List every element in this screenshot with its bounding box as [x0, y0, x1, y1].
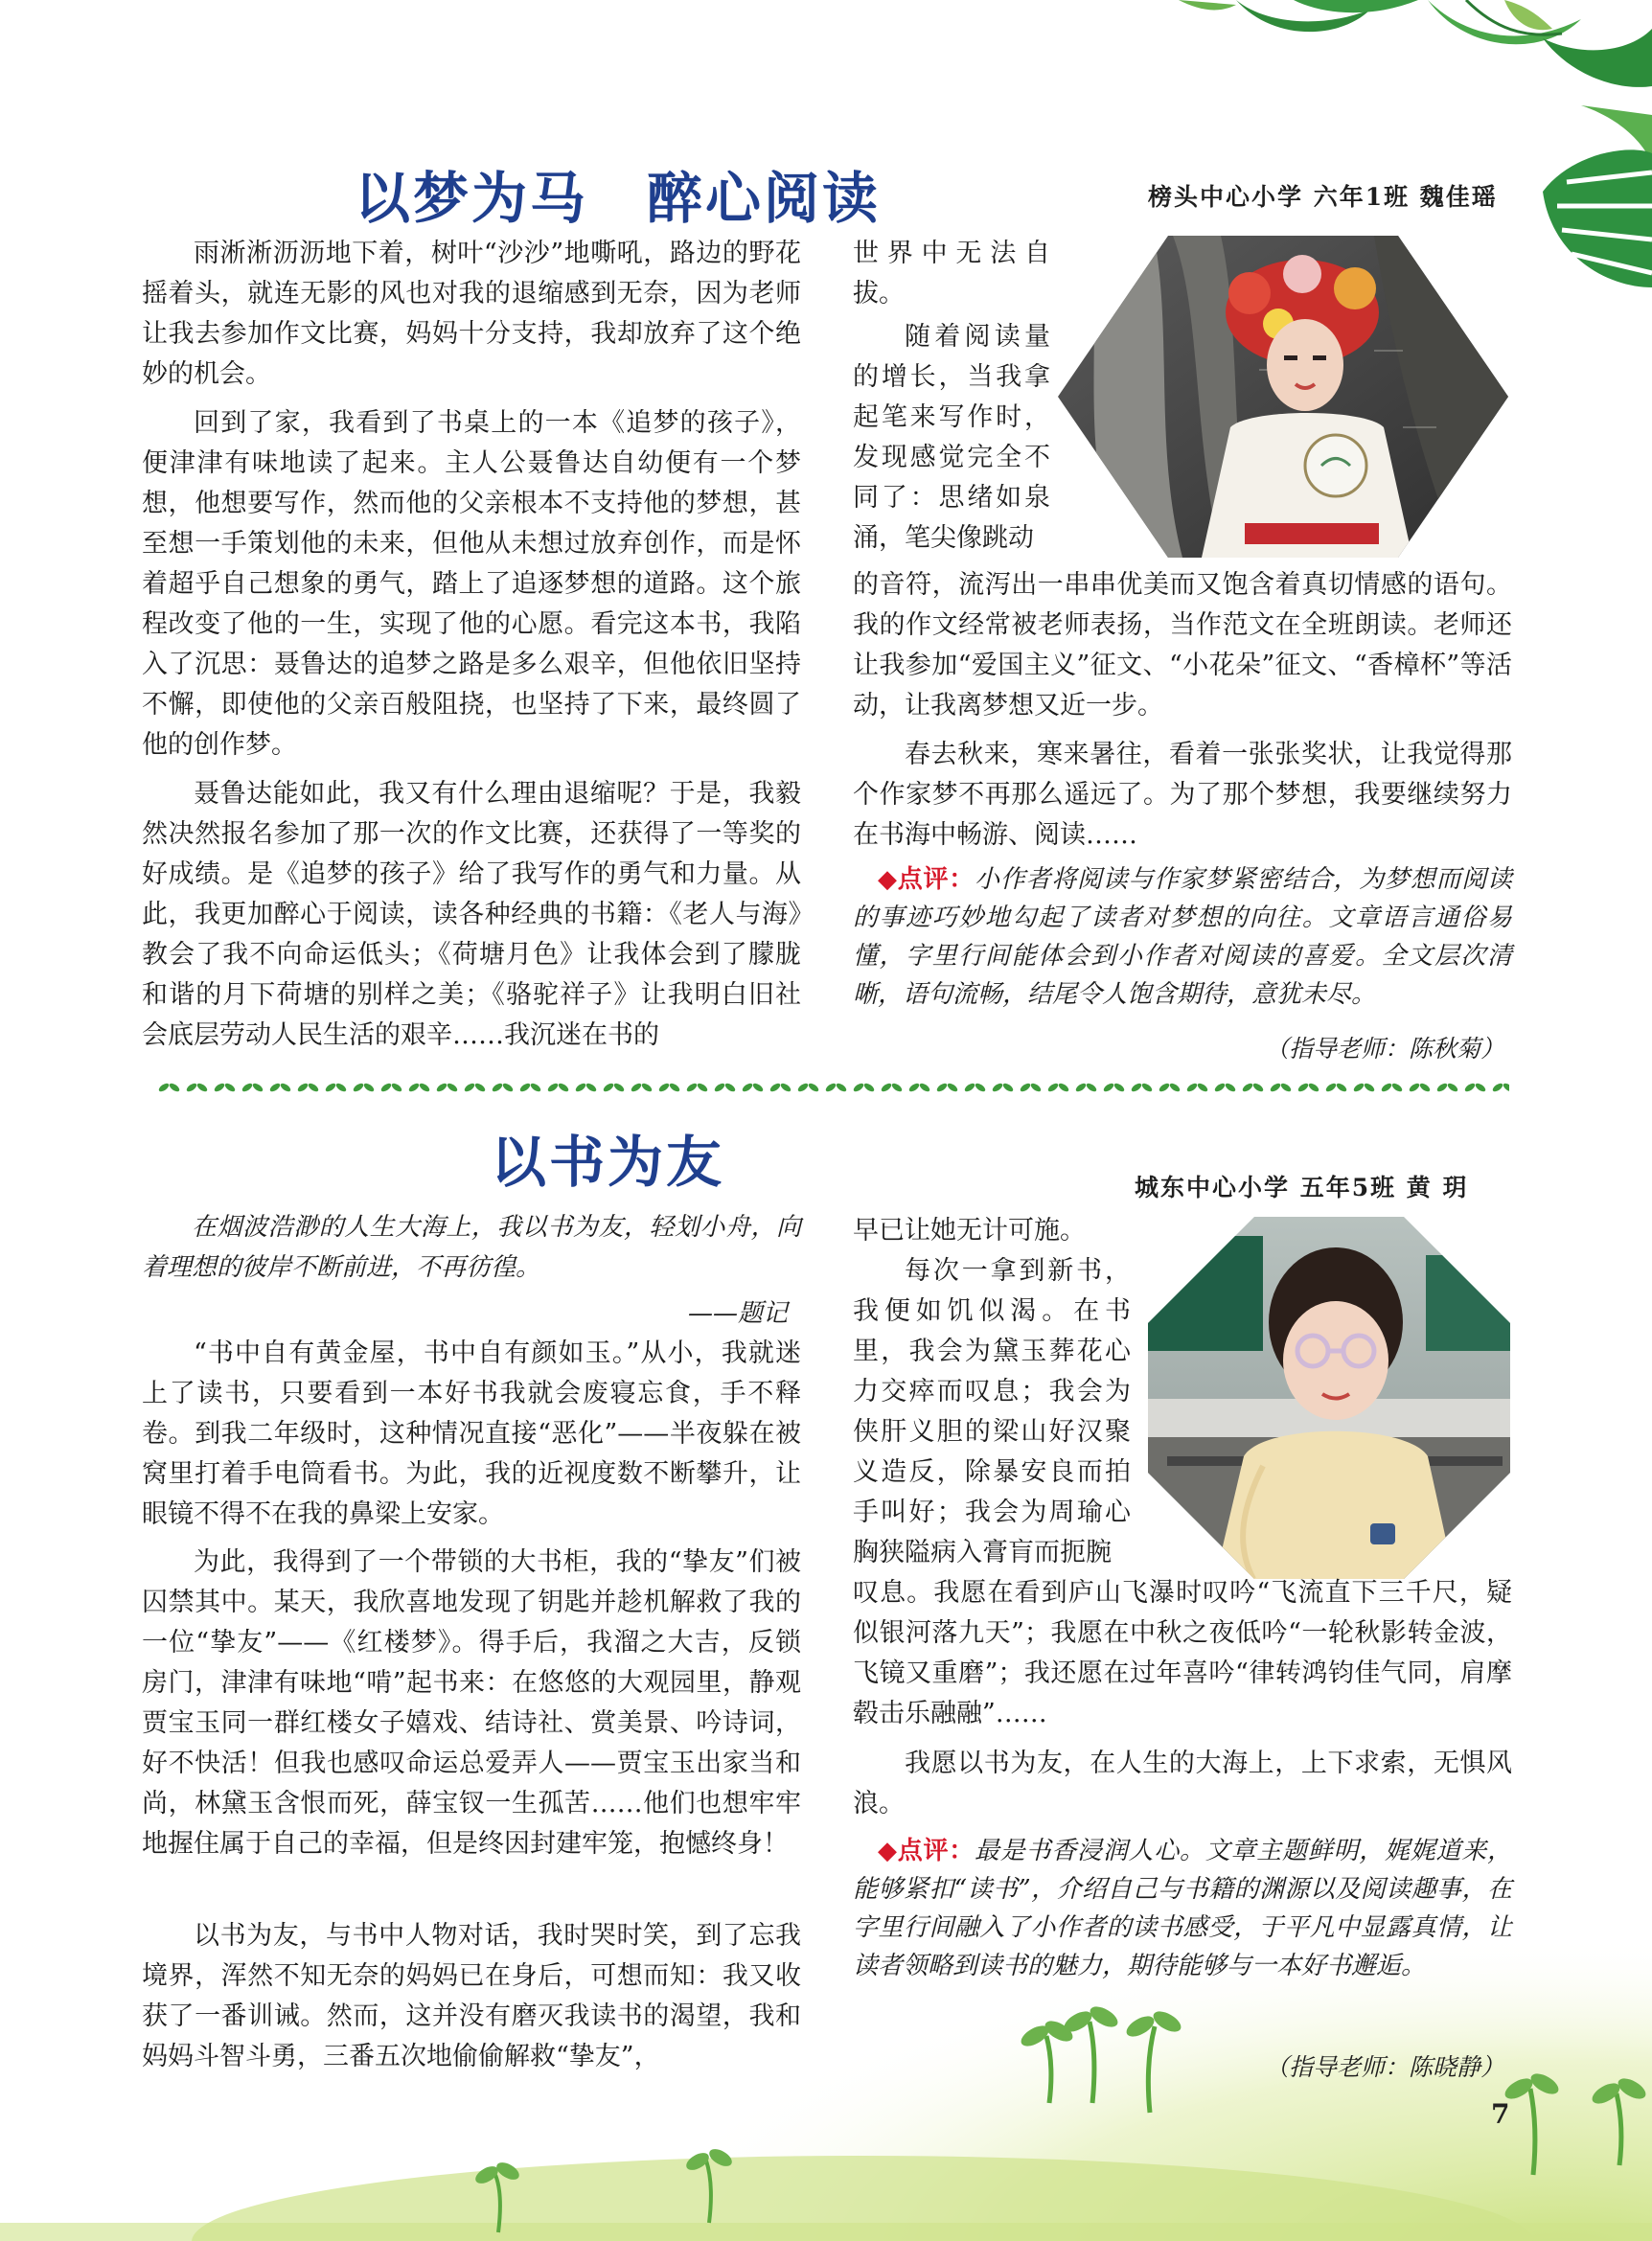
divider-leaf-mark	[1279, 1082, 1292, 1093]
article2-epigraph-attrib: ——题记	[688, 1299, 789, 1328]
section-divider	[158, 1079, 1509, 1096]
student-photo-octagon	[1148, 1217, 1510, 1579]
article1-paragraph: 春去秋来，寒来暑往，看着一张张奖状，让我觉得那个作家梦不再那么遥远了。为了那个梦想，我要继续努力在书海中畅游、阅读……	[853, 740, 1512, 850]
divider-leaf-mark	[1446, 1082, 1458, 1093]
divider-leaf-mark	[602, 1082, 614, 1093]
divider-leaf-mark	[1324, 1082, 1337, 1093]
divider-leaf-mark	[473, 1082, 486, 1093]
article1-comment	[853, 860, 1512, 1014]
comment-text: 最是书香浸润人心。文章主题鲜明，娓娓道来，能够紧扣“读书”，介绍自己与书籍的渊源以及阅读趣事，在字里行间融入了小作者的读书感受，于平凡中显露真情，让读者领略到读书的魅力，期待能够与一本好书邂逅。	[853, 1837, 1512, 1980]
divider-leaf-mark	[880, 1082, 892, 1093]
article1-byline: 榜头中心小学 六年1班 魏佳瑶	[1148, 183, 1498, 211]
divider-leaf-mark	[991, 1082, 1003, 1093]
divider-leaf-mark	[362, 1082, 375, 1093]
divider-leaf-mark	[657, 1082, 670, 1093]
divider-leaf-mark	[1296, 1082, 1309, 1093]
divider-leaf-mark	[1269, 1082, 1281, 1093]
article2-byline: 城东中心小学 五年5班 黄 玥	[1135, 1174, 1469, 1201]
divider-leaf-mark	[158, 1082, 171, 1093]
divider-leaf-mark	[195, 1082, 208, 1093]
student-photo-hexagon	[1058, 236, 1508, 558]
divider-leaf-mark	[1251, 1082, 1264, 1093]
divider-leaf-mark	[585, 1082, 597, 1093]
divider-leaf-mark	[1168, 1082, 1181, 1093]
divider-leaf-mark	[1241, 1082, 1253, 1093]
divider-leaf-mark	[418, 1082, 430, 1093]
divider-leaf-mark	[769, 1082, 781, 1093]
divider-leaf-mark	[1102, 1082, 1114, 1093]
divider-leaf-mark	[1213, 1082, 1226, 1093]
divider-leaf-mark	[1158, 1082, 1170, 1093]
divider-leaf-mark	[407, 1082, 420, 1093]
article1-paragraph: 雨淅淅沥沥地下着，树叶“沙沙”地嘶吼，路边的野花摇着头，就连无影的风也对我的退缩感到无奈，因为老师让我去参加作文比赛，妈妈十分支持，我却放弃了这个绝妙的机会。	[142, 239, 801, 389]
comment-label: ◆点评：	[878, 1837, 975, 1865]
divider-leaf-mark	[1113, 1082, 1125, 1093]
divider-leaf-mark	[241, 1082, 253, 1093]
page-number: 7	[1491, 2098, 1510, 2130]
divider-leaf-mark	[935, 1082, 948, 1093]
divider-leaf-mark	[334, 1082, 347, 1093]
divider-leaf-mark	[390, 1082, 402, 1093]
divider-leaf-mark	[741, 1082, 753, 1093]
article1-paragraph: 的音符，流泻出一串串优美而又饱含着真切情感的语句。我的作文经常被老师表扬，当作范文在全班朗读。老师还让我参加“爱国主义”征文、“小花朵”征文、“香樟杯”等活动，让我离梦想又近一步。	[853, 570, 1512, 720]
divider-leaf-mark	[974, 1082, 986, 1093]
divider-leaf-mark	[1046, 1082, 1059, 1093]
divider-leaf-mark	[352, 1082, 364, 1093]
article2-guide-teacher: （指导老师：陈晓静）	[1265, 2053, 1505, 2081]
divider-leaf-mark	[279, 1082, 291, 1093]
divider-leaf-mark	[723, 1082, 736, 1093]
divider-leaf-mark	[251, 1082, 264, 1093]
divider-leaf-mark	[446, 1082, 458, 1093]
divider-leaf-mark	[185, 1082, 197, 1093]
divider-leaf-mark	[574, 1082, 586, 1093]
article2-paragraph: 早已让她无计可施。	[853, 1216, 1086, 1246]
divider-leaf-mark	[307, 1082, 319, 1093]
divider-leaf-mark	[1408, 1082, 1420, 1093]
divider-leaf-mark	[1502, 1082, 1509, 1093]
divider-leaf-mark	[223, 1082, 236, 1093]
divider-leaf-mark	[918, 1082, 930, 1093]
divider-leaf-mark	[324, 1082, 336, 1093]
article2-comment	[853, 1832, 1512, 1985]
article2-epigraph: 在烟波浩渺的人生大海上，我以书为友，轻划小舟，向着理想的彼岸不断前进，不再彷徨。	[142, 1213, 801, 1282]
divider-leaf-mark	[1029, 1082, 1042, 1093]
divider-leaf-mark	[491, 1082, 503, 1093]
divider-leaf-mark	[668, 1082, 680, 1093]
divider-leaf-mark	[1335, 1082, 1347, 1093]
divider-leaf-mark	[379, 1082, 392, 1093]
article2-paragraph: 我愿以书为友，在人生的大海上，上下求索，无惧风浪。	[853, 1749, 1512, 1818]
divider-leaf-mark	[1074, 1082, 1087, 1093]
divider-leaf-mark	[213, 1082, 225, 1093]
divider-leaf-mark	[946, 1082, 958, 1093]
divider-leaf-mark	[963, 1082, 975, 1093]
divider-leaf-mark	[1474, 1082, 1486, 1093]
divider-leaf-mark	[268, 1082, 281, 1093]
divider-leaf-mark	[779, 1082, 792, 1093]
divider-leaf-mark	[1057, 1082, 1069, 1093]
article1-paragraph: 聂鲁达能如此，我又有什么理由退缩呢？于是，我毅然决然报名参加了那一次的作文比赛，还获得了一等奖的好成绩。是《追梦的孩子》给了我写作的勇气和力量。从此，我更加醉心于阅读，读各种经典的书籍：《老人与海》教会了我不向命运低头；《荷塘月色》让我体会到了朦胧和谐的月下荷塘的别样之美；《骆驼祥子》让我明白旧社会底层劳动人民生活的艰辛……我沉迷在书的	[142, 779, 801, 1050]
divider-leaf-mark	[1085, 1082, 1097, 1093]
divider-leaf-mark	[890, 1082, 903, 1093]
divider-leaf-mark	[1140, 1082, 1153, 1093]
divider-leaf-mark	[862, 1082, 875, 1093]
divider-leaf-mark	[546, 1082, 559, 1093]
divider-leaf-mark	[1463, 1082, 1476, 1093]
divider-leaf-mark	[824, 1082, 837, 1093]
article1-paragraph: 随着阅读量的增长，当我拿起笔来写作时，发现感觉完全不同了：思绪如泉涌，笔尖像跳动	[853, 322, 1050, 553]
article2-paragraph: 为此，我得到了一个带锁的大书柜，我的“挚友”们被囚禁其中。某天，我欣喜地发现了钥匙并趁机解救了我的一位“挚友”——《红楼梦》。得手后，我溜之大吉，反锁房门，津津有味地“啃”起书来：在悠悠的大观园里，静观贾宝玉同一群红楼女子嬉戏、结诗社、赏美景、吟诗词，好不快活！但我也感叹命运总爱弄人——贾宝玉出家当和尚，林黛玉含恨而死，薛宝钗一生孤苦……他们也想牢牢地握住属于自己的幸福，但是终因封建牢笼，抱憾终身！	[142, 1547, 801, 1859]
divider-leaf-mark	[529, 1082, 541, 1093]
divider-leaf-mark	[518, 1082, 531, 1093]
divider-leaf-mark	[751, 1082, 764, 1093]
divider-leaf-mark	[835, 1082, 847, 1093]
article1-guide-teacher: （指导老师：陈秋菊）	[1265, 1035, 1505, 1063]
divider-leaf-mark	[1130, 1082, 1142, 1093]
divider-leaf-mark	[630, 1082, 642, 1093]
comment-text: 小作者将阅读与作家梦紧密结合，为梦想而阅读的事迹巧妙地勾起了读者对梦想的向往。文章语言通俗易懂，字里行间能体会到小作者对阅读的喜爱。全文层次清晰，语句流畅，结尾令人饱含期待，意犹未尽。	[853, 865, 1512, 1009]
divider-leaf-mark	[1001, 1082, 1014, 1093]
article2-title: 以书为友	[491, 1130, 725, 1195]
article1-title: 以梦为马 醉心阅读	[355, 166, 882, 231]
comment-label: ◆点评：	[878, 865, 975, 894]
divider-leaf-mark	[907, 1082, 920, 1093]
divider-leaf-mark	[807, 1082, 819, 1093]
article1-paragraph: 回到了家，我看到了书桌上的一本《追梦的孩子》，便津津有味地读了起来。主人公聂鲁达自幼便有一个梦想，他想要写作，然而他的父亲根本不支持他的梦想，甚至想一手策划他的未来，但他从未想过放弃创作，而是怀着超乎自己想象的勇气，踏上了追逐梦想的道路。这个旅程改变了他的一生，实现了他的心愿。看完这本书，我陷入了沉思：聂鲁达的追梦之路是多么艰辛，但他依旧坚持不懈，即使他的父亲百般阻挠，也坚持了下来，最终圆了他的创作梦。	[142, 408, 801, 760]
divider-leaf-mark	[612, 1082, 625, 1093]
article2-paragraph: 以书为友，与书中人物对话，我时哭时笑，到了忘我境界，浑然不知无奈的妈妈已在身后，可想而知：我又收获了一番训诫。然而，这并没有磨灭我读书的渴望，我和妈妈斗智斗勇，三番五次地偷偷解救“挚友”，	[142, 1921, 801, 2071]
divider-leaf-mark	[796, 1082, 809, 1093]
divider-leaf-mark	[640, 1082, 653, 1093]
divider-leaf-mark	[1224, 1082, 1236, 1093]
divider-leaf-mark	[696, 1082, 708, 1093]
divider-leaf-mark	[1019, 1082, 1031, 1093]
divider-leaf-mark	[1418, 1082, 1431, 1093]
divider-leaf-mark	[1307, 1082, 1319, 1093]
divider-leaf-mark	[713, 1082, 725, 1093]
divider-leaf-mark	[557, 1082, 569, 1093]
divider-leaf-mark	[685, 1082, 698, 1093]
divider-leaf-mark	[1363, 1082, 1375, 1093]
divider-leaf-mark	[1380, 1082, 1392, 1093]
divider-leaf-mark	[1196, 1082, 1208, 1093]
divider-leaf-mark	[1491, 1082, 1503, 1093]
article2-paragraph: 每次一拿到新书，我便如饥似渴。在书里，我会为黛玉葬花心力交瘁而叹息；我会为侠肝义胆的梁山好汉聚义造反，除暴安良而拍手叫好；我会为周瑜心胸狭隘病入膏肓而扼腕	[853, 1256, 1131, 1567]
divider-leaf-mark	[1390, 1082, 1403, 1093]
divider-leaf-mark	[1435, 1082, 1448, 1093]
article1-paragraph: 世界中无法自拔。	[853, 239, 1050, 309]
divider-leaf-mark	[1352, 1082, 1365, 1093]
divider-leaf-mark	[501, 1082, 514, 1093]
divider-leaf-mark	[852, 1082, 864, 1093]
divider-leaf-mark	[296, 1082, 309, 1093]
article2-paragraph: 叹息。我愿在看到庐山飞瀑时叹吟“飞流直下三千尺，疑似银河落九天”；我愿在中秋之夜低吟“一轮秋影转金波，飞镜又重磨”；我还愿在过年喜吟“律转鸿钧佳气同，肩摩毂击乐融融”……	[853, 1578, 1512, 1728]
divider-leaf-mark	[168, 1082, 180, 1093]
divider-leaf-mark	[435, 1082, 447, 1093]
article2-paragraph: “书中自有黄金屋，书中自有颜如玉。”从小，我就迷上了读书，只要看到一本好书我就会废寝忘食，手不释卷。到我二年级时，这种情况直接“恶化”——半夜躲在被窝里打着手电筒看书。为此，我的近视度数不断攀升，让眼镜不得不在我的鼻梁上安家。	[142, 1338, 801, 1529]
divider-leaf-mark	[1185, 1082, 1198, 1093]
divider-leaf-mark	[463, 1082, 475, 1093]
